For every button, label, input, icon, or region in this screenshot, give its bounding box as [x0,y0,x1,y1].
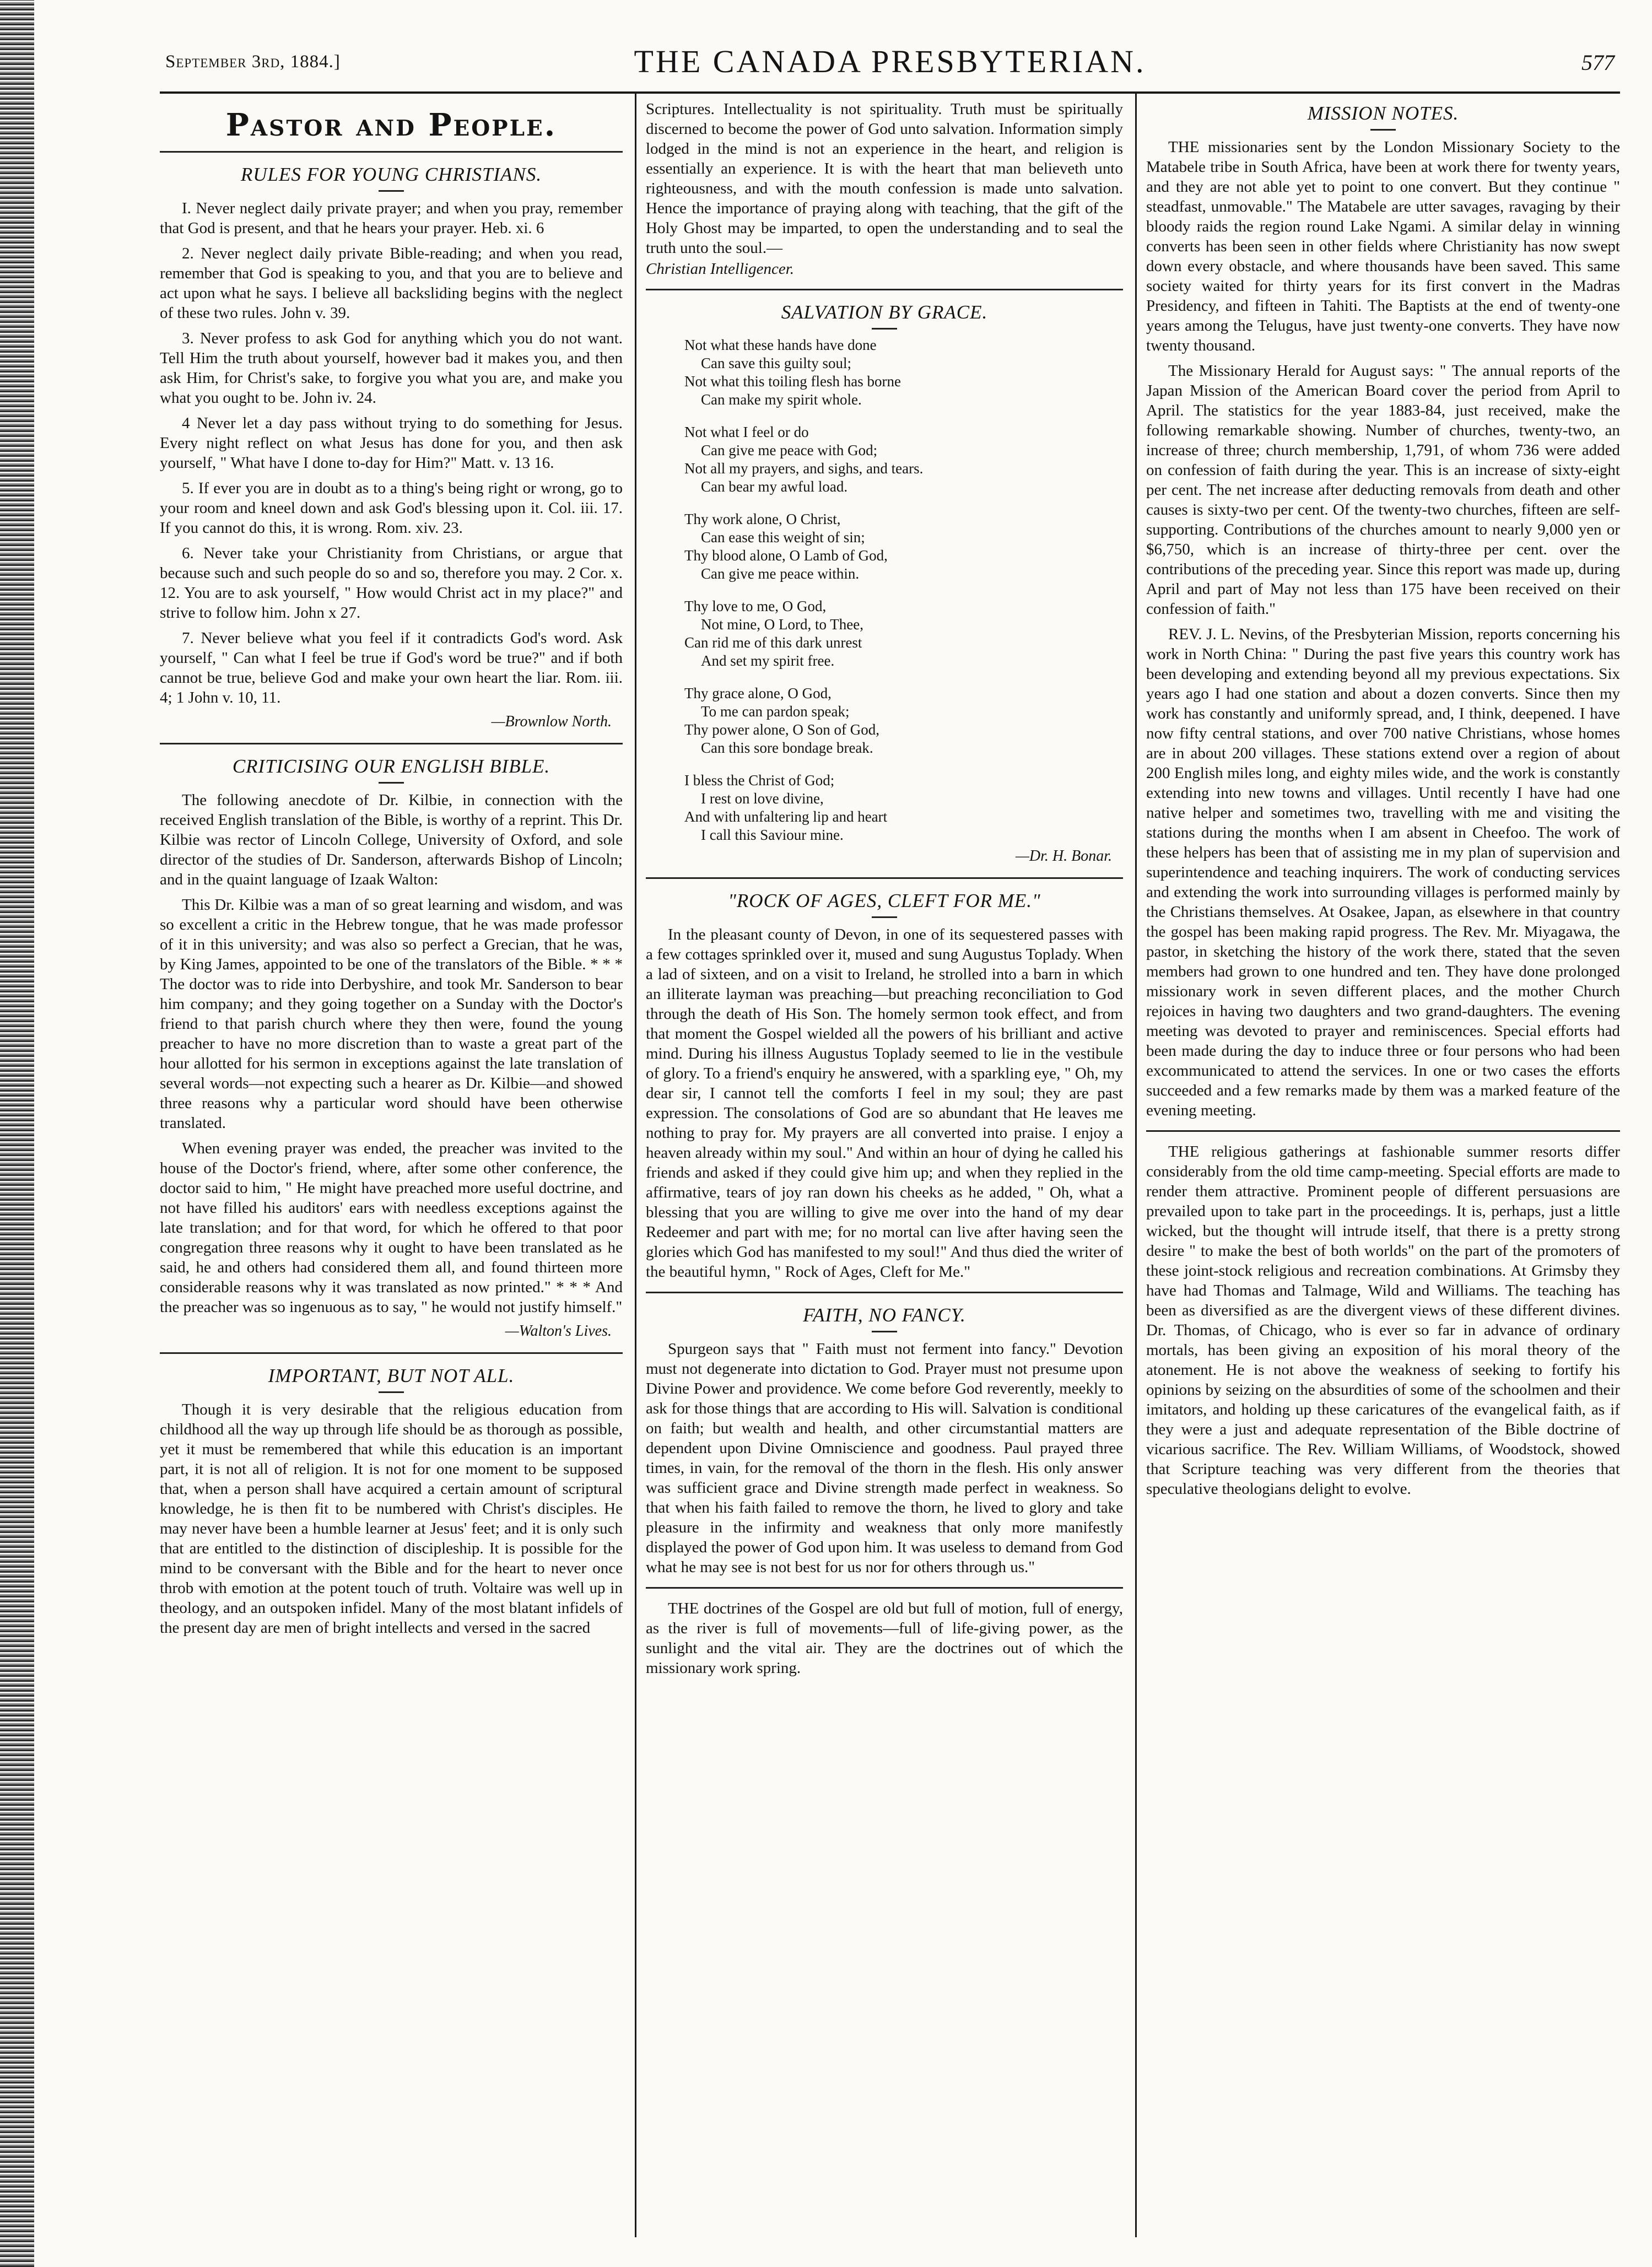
poem-line: Not all my prayers, and sighs, and tears. [684,460,924,477]
poem-line: Not mine, O Lord, to Thee, [701,616,863,633]
section-title: RULES FOR YOUNG CHRISTIANS. [240,164,542,185]
paragraph: The following anecdote of Dr. Kilbie, in connection with the received English translation of the Bible, is worthy of a reprint. This Dr. Kilbie was rector of Lincoln College, University of Oxford, and sole director of the studies of Dr. Sanderson, afterwards Bishop of Lincoln; and in the quaint language of Izaak Walton: [160,791,623,888]
issue-date: September 3rd, 1884.] [165,52,341,72]
poem-line: Can give me peace within. [701,565,860,582]
column-1 [160,99,623,2243]
poem-line: Not what these hands have done [684,337,877,353]
paragraph-continued: Scriptures. Intellectuality is not spirituality. Truth must be spiritually discerned to become the power of God unto salvation. Information simply lodged in the mind is not an experience in the heart, and religion is essentially an experience. It is with the heart that man believeth unto righteousness, and with the mouth confession is made unto salvation. Hence the importance of praying along with teaching, that the gift of the Holy Ghost may be imparted, to open the understanding and to seal the truth unto the soul.— [646,100,1123,257]
poem-line: I bless the Christ of God; [684,772,835,789]
poem-line: And with unfaltering lip and heart [684,808,888,825]
section-rule [1146,1130,1620,1132]
section-title: "ROCK OF AGES, CLEFT FOR ME." [728,890,1041,911]
poem-line: Thy grace alone, O God, [684,685,832,701]
poem-line: Thy love to me, O God, [684,598,827,614]
section-title: IMPORTANT, BUT NOT ALL. [268,1365,515,1386]
poem-line: Not what this toiling flesh has borne [684,373,901,390]
poem-stanza [684,684,1123,757]
poem-line: Can give me peace with God; [701,442,878,458]
rule-item: 3. Never profess to ask God for anything which you do not want. Tell Him the truth about yourself, however bad it makes you, and then ask Him, for Christ's sake, to forgive you what you are, and make you what you ought to be. John iv. 24. [160,330,623,407]
rule-item: I. Never neglect daily private prayer; and when you pray, remember that God is present, and that he hears your prayer. Heb. xi. 6 [160,199,623,237]
department-heading: Pastor and People. [160,107,623,153]
poem-stanza [684,423,1123,496]
title-dash [872,328,897,330]
poem-line: Can make my spirit whole. [701,391,862,408]
section-rule [160,743,623,744]
article-signature: —Walton's Lives. [505,1323,612,1340]
masthead-title: THE CANADA PRESBYTERIAN. [634,44,1146,79]
paragraph: Though it is very desirable that the religious education from childhood all the way up through life should be as thorough as possible, yet it must be remembered that while this education is an important part, it is not all of religion. It is not for one moment to be supposed that, when a person shall have acquired a certain amount of scriptural knowledge, he is then fit to be numbered with Christ's disciples. He may never have been a humble learner at Jesus' feet; and it is only such that are entitled to the distinction of discipleship. It is possible for the mind to be conversant with the Bible and for the heart to never once throb with emotion at the potent touch of truth. Voltaire was well up in theology, and an outspoken infidel. Many of the most blatant infidels of the present day are men of bright intellects and versed in the sacred [160,1401,623,1637]
poem-stanza [684,510,1123,583]
rule-item: 7. Never believe what you feel if it contradicts God's word. Ask yourself, " Can what I feel be true if God's word be true?" and if both cannot be true, believe God and make your own heart the liar. Rom. iii. 4; 1 John v. 10, 11. [160,629,623,706]
poem-line: Can rid me of this dark unrest [684,634,862,651]
poem-line: Can bear my awful load. [701,478,848,495]
column-divider [635,94,636,2237]
poem-line: Thy blood alone, O Lamb of God, [684,547,888,564]
title-dash [872,1331,897,1332]
title-dash [379,1391,404,1393]
column-2 [646,99,1123,2243]
column-divider [1135,94,1137,2237]
rule-item: 6. Never take your Christianity from Christians, or argue that because such and such people do so and so, therefore you may. 2 Cor. x. 12. You are to ask yourself, " How would Christ act in my place?" and strive to follow him. John x 27. [160,544,623,622]
section-title: SALVATION BY GRACE. [781,301,988,323]
paragraph: In the pleasant county of Devon, in one of its sequestered passes with a few cottages sprinkled over it, mused and sung Augustus Toplady. When a lad of sixteen, and on a visit to Ireland, he strolled into a barn in which an illiterate layman was preaching—but preaching reconciliation to God through the death of His Son. The homely sermon took effect, and from that moment the Gospel wielded all the powers of his brilliant and active mind. During his illness Augustus Toplady seemed to lie in the vestibule of glory. To a friend's enquiry he answered, with a sparkling eye, " Oh, my dear sir, I cannot tell the comforts I feel in my soul; they are past expression. The consolations of God are so abundant that He leaves me nothing to pray for. My prayers are all converted into praise. I enjoy a heaven already within my soul." And within an hour of dying he called his friends and asked if they could give him up; and when they replied in the affirmative, tears of joy ran down his cheeks as he added, " Oh, what a blessing that you are willing to give me over into the hand of my dear Redeemer and part with me; for no mortal can live after having seen the glories which God has manifested to my soul!" And thus died the writer of the beautiful hymn, " Rock of Ages, Cleft for Me." [646,926,1123,1281]
title-dash [1370,129,1396,131]
poem-line: Not what I feel or do [684,424,809,440]
newspaper-page [160,39,1620,2248]
rule-item: 4 Never let a day pass without trying to do something for Jesus. Every night reflect on what Jesus has done for you, and then ask yourself, " What have I done to-day for Him?" Matt. v. 13 16. [160,414,623,472]
title-dash [379,782,404,784]
poem-line: Thy work alone, O Christ, [684,511,841,527]
paragraph: Spurgeon says that " Faith must not ferment into fancy." Devotion must not degenerate into dictation to God. Prayer must not presume upon Divine Power and providence. We come before God reverently, meekly to ask for those things that are according to His will. Salvation is conditional on faith; but wealth and health, and other circumstantial matters are dependent upon Divine Omniscience and goodness. Paul prayed three times, in vain, for the removal of the thorn in the flesh. His only answer was sufficient grace and Divine strength made perfect in weakness. So that when his faith failed to remove the thorn, he lived to glory and take pleasure in the infirmity and weakness that only more manifestly displayed the power of God upon him. It was useless to demand from God what he may see is not best for us nor for others through us." [646,1340,1123,1576]
paragraph: The Missionary Herald for August says: " The annual reports of the Japan Mission of the American Board cover the period from April to April. The statistics for the year 1883-84, just received, make the following remarkable showing. Number of churches, twenty-two, an increase of three; church membership, 1,791, of whom 736 were added on confession of faith during the year. This is an increase of sixty-eight per cent. The net increase after deducting removals from death and other causes is sixty-two per cent. Of the twenty-two churches, fifteen are self-supporting. Contributions of the churches amount to nearly 9,000 yen or $6,750, which is an increase of thirty-three per cent. over the contributions of the preceding year. Since this report was made up, during April and part of May not less than 175 have been received on their confession of faith." [1146,362,1620,618]
poem-line: Can save this guilty soul; [701,355,851,371]
rule-item: 2. Never neglect daily private Bible-reading; and when you read, remember that God is speaking to you, and that you are to believe and act upon what he says. I believe all backsliding begins with the neglect of these two rules. John v. 39. [160,245,623,322]
poem [684,336,1123,844]
article-signature: —Dr. H. Bonar. [1015,848,1112,865]
paragraph: THE missionaries sent by the London Missionary Society to the Matabele tribe in South Africa, have been at work there for twenty years, and they are not able yet to point to one convert. But they continue " steadfast, unmovable." The Matabele are utter savages, ravaging by their bloody raids the region round Lake Ngami. A similar delay in winning converts has been seen in other fields where Christianity has now swept down every obstacle, and where thousands have been saved. This same society waited for thirty years for its first convert in the Madras Presidency, and fifteen in Tahiti. The Baptists at the end of twenty-one years among the Telugus, have just twenty-one converts. They have now twenty thousand. [1146,138,1620,354]
poem-line: To me can pardon speak; [701,703,850,720]
binding-edge [0,0,34,2267]
title-dash [379,190,404,192]
poem-line: I rest on love divine, [701,790,824,807]
column-3 [1146,99,1620,2243]
poem-line: Thy power alone, O Son of God, [684,721,879,738]
poem-line: And set my spirit free. [701,652,835,669]
paragraph: This Dr. Kilbie was a man of so great learning and wisdom, and was so excellent a critic in the Hebrew tongue, that he was made professor of it in this university; and was also so perfect a Grecian, that he was, by King James, appointed to be one of the translators of the Bible. * * * The doctor was to ride into Derbyshire, and took Mr. Sanderson to bear him company; and they going together on a Sunday with the Doctor's friend to that parish church where they then were, found the young preacher to have no more discretion than to waste a great part of the hour allotted for his sermon in exceptions against the late translation of several words—not expecting such a hearer as Dr. Kilbie—and showed three reasons why a particular word should have been otherwise translated. [160,896,623,1132]
paragraph: When evening prayer was ended, the preacher was invited to the house of the Doctor's friend, where, after some other conference, the doctor said to him, " He might have preached more useful doctrine, and not have filled his auditors' ears with needless exceptions against the late translation; and for that word, for which he offered to that poor congregation three reasons why it ought to have been translated as he said, he and others had considered them all, and found thirteen more considerable reasons why it was translated as now printed." * * * And the preacher was so ingenuous as to say, " he would not justify himself." [160,1140,623,1316]
poem-line: I call this Saviour mine. [701,827,844,843]
article-signature: —Brownlow North. [491,713,612,730]
rule-item: 5. If ever you are in doubt as to a thing's being right or wrong, go to your room and kneel down and ask God's blessing upon it. Col. iii. 17. If you cannot do this, it is wrong. Rom. xiv. 23. [160,479,623,537]
section-title: CRITICISING OUR ENGLISH BIBLE. [232,755,550,777]
poem-stanza [684,771,1123,844]
section-rule [646,1292,1123,1293]
poem-stanza [684,336,1123,409]
paragraph: THE religious gatherings at fashionable summer resorts differ considerably from the old time camp-meeting. Special efforts are made to render them attractive. Prominent people of different persuasions are prevailed upon to take part in the proceedings. It is, perhaps, just a little wicked, but the thought will intrude itself, that there is a pretty strong desire " to make the best of both worlds" on the part of the promoters of these joint-stock religious and recreation combinations. At Grimsby they have had Thomas and Talmage, Wild and Williams. The teaching has been as diversified as are the divergent views of these different divines. Dr. Thomas, of Chicago, who is ever so far in advance of ordinary mortals, has been giving an exposition of his moral theory of the atonement. He is not above the weakness of seeking to fortify his opinions by seizing on the absurdities of some of the schoolmen and their imitators, and holding up these caricatures of the evangelical faith, as if they were a just and adequate representation of the Bible doctrine of vicarious sacrifice. The Rev. William Williams, of Woodstock, showed that Scripture teaching was very different from the theories that speculative theologians delight to evolve. [1146,1143,1620,1498]
section-title: FAITH, NO FANCY. [803,1304,966,1326]
section-title: MISSION NOTES. [1307,102,1459,124]
poem-line: Can this sore bondage break. [701,740,873,756]
section-rule [646,1587,1123,1589]
source-credit: Christian Intelligencer. [646,260,795,278]
title-dash [872,916,897,918]
page-number: 577 [1581,50,1615,75]
paragraph: THE doctrines of the Gospel are old but full of motion, full of energy, as the river is full of movements—full of life-giving power, as the sunlight and the vital air. They are the doctrines out of which the missionary work spring. [646,1600,1123,1677]
poem-line: Can ease this weight of sin; [701,529,865,546]
paragraph: REV. J. L. Nevins, of the Presbyterian Mission, reports concerning his work in North China: " During the past five years this country work has been developing and extending beyond all my previous expectations. Six years ago I had one station and about a dozen converts. Since then my work has constantly and uniformly spread, and, I think, deepened. I have now fifty central stations, and over 700 native Christians, whose homes are in about 200 villages. These stations extend over a region of about 200 English miles long, and eighty miles wide, and the work is constantly extending into new towns and villages. Until recently I have had one native helper and sometimes two, travelling with me and visiting the stations during the months when I am absent in Cheefoo. The work of these helpers has been that of assisting me in my plan of supervision and superintendence and teaching inquirers. The work of conducting services and extending the work into surrounding villages is performed mainly by the Christians themselves. At Osakee, Japan, as elsewhere in that country the gospel has been making rapid progress. The Rev. Mr. Miyagawa, the pastor, in sketching the history of the work there, stated that the seven members had grown to one hundred and ten. They have done prolonged missionary work in seven different places, and the mother Church rejoices in having two daughters and two grand-daughters. The evening meeting was devoted to prayer and reminiscences. Special efforts had been made during the day to induce three or four persons who had been excommunicated to attend the services. In one or two cases the efforts succeeded and a few remarks made by them was a marked feature of the evening meeting. [1146,625,1620,1119]
poem-stanza [684,597,1123,670]
page-header [160,39,1620,88]
section-rule [646,877,1123,879]
header-rule [160,91,1620,94]
section-rule [646,289,1123,290]
section-rule [160,1352,623,1354]
